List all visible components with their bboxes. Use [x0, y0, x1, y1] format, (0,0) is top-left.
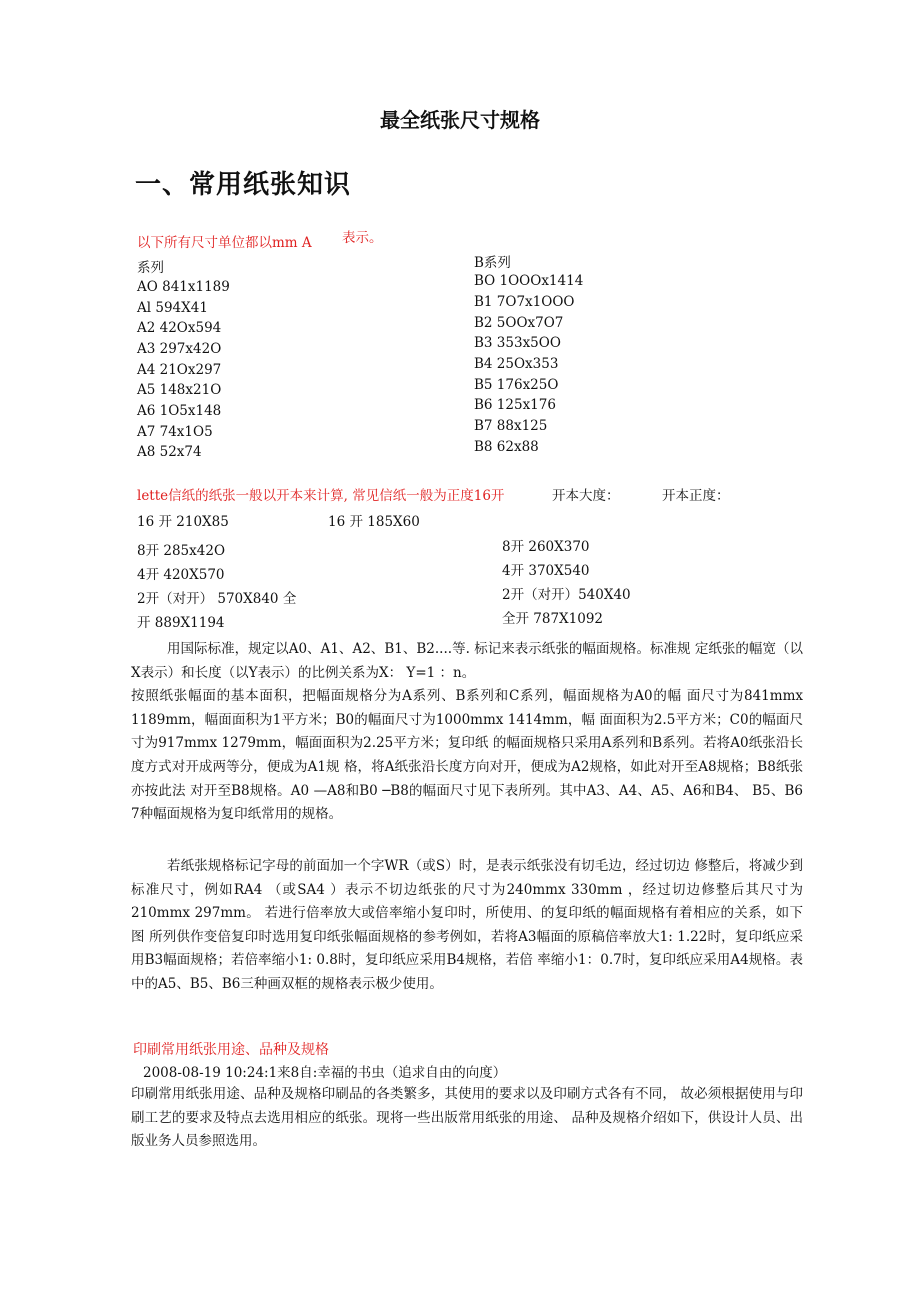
kai-zheng-label: 开本正度： [662, 488, 730, 504]
b-series-label: B系列 [474, 255, 511, 271]
paragraph-series: 按照纸张幅面的基本面积，把幅面规格分为A系列、B系列和C系列，幅面规格为A0的幅 面尺寸为841mmx 1189mm，幅面面积为1平方米；B0的幅面尺寸为1000mmx 1414mm，幅 面面积为2.5平方米；C0的幅面尺寸为917mmx 1279mm，幅面面积为2.25平方米；复印纸 的幅面规格只采用A系列和B系列。若将A0纸张沿长度方式对开成两等分，便成为A1规 格，将A纸张沿长度方向对开，便成为A2规格，如此对开至A8规格；B8纸张亦按此法 对开至B8规格。A0 —A8和B0 ─B8的幅面尺寸见下表所列。其中A3、A4、A5、A6和B4、 B5、B6 7种幅面规格为复印纸常用的规格。 [131, 688, 803, 823]
size-row: 2开（对开）540X40 [502, 587, 631, 603]
list-item: Al 594X41 [137, 300, 208, 316]
list-item: A4 21Ox297 [137, 362, 222, 378]
section-heading: 一、常用纸张知识 [135, 170, 352, 200]
list-item: A5 148x21O [137, 382, 222, 398]
list-item: B7 88x125 [474, 418, 548, 434]
size-row-16-dadu: 16 开 210X85 [137, 514, 229, 530]
paragraph-untrimmed: 若纸张规格标记字母的前面加一个字WR（或S）时，是表示纸张没有切毛边，经过切边 修整后，将减少到标准尺寸，例如RA4 （或SA4 ）表示不切边纸张的尺寸为240mmx 330mm ，经过切边修整后其尺寸为210mmx 297mm。 若进行倍率放大或倍率缩小复印时，所使用、的复印纸的幅面规格有着相应的关系，如下图 所列供作变倍复印时选用复印纸张幅面规格的参考例如，若将A3幅面的原稿倍率放大1: 1.22时，复印纸应采用B3幅面规格；若倍率缩小1: 0.8时，复印纸应采用B4规格，若倍 率缩小1：0.7时，复印纸应采用A4规格。表中的A5、B5、B6三种画双框的规格表示极少使用。 [131, 858, 803, 992]
paragraph-printing-paper: 印刷常用纸张用途、品种及规格印刷品的各类繁多，其使用的要求以及印刷方式各有不同， 故必须根据使用与印刷工艺的要求及特点去选用相应的纸张。现将一些出版常用纸张的用途、 品种及规格介绍如下，供设计人员、出版业务人员参照选用。 [131, 1086, 803, 1150]
list-item: A3 297x42O [137, 341, 222, 357]
kai-da-label: 开本大度： [552, 488, 620, 504]
size-row: 4开 420X570 [137, 567, 225, 583]
list-item: B5 176x25O [474, 377, 559, 393]
size-row: 8开 260X370 [502, 539, 590, 555]
a-series-label: 系列 [137, 260, 164, 276]
list-item: B4 25Ox353 [474, 356, 559, 372]
unit-note-suffix: 表示。 [342, 230, 383, 246]
letter-note: lette信纸的纸张一般以开本来计算, 常见信纸一般为正度16开 [137, 488, 505, 504]
body-text-block-3 [131, 1083, 803, 1154]
size-row: 开 889X1194 [137, 615, 225, 631]
list-item: B1 7O7x1OOO [474, 294, 575, 310]
size-row: 8开 285x42O [137, 543, 226, 559]
list-item: A6 1O5x148 [137, 403, 222, 419]
body-text-block-1 [131, 638, 803, 827]
unit-note: 以下所有尺寸单位都以mm A [137, 235, 312, 251]
body-text-block-2 [131, 855, 803, 997]
size-row: 全开 787X1092 [502, 611, 604, 627]
paragraph-standard: 用国际标准，规定以A0、A1、A2、B1、B2....等. 标记来表示纸张的幅面规格。标准规 定纸张的幅宽（以X表示）和长度（以Y表示）的比例关系为X： Y=1 ：n。 [131, 641, 803, 681]
list-item: B2 5OOx7O7 [474, 315, 564, 331]
size-row: 4开 370X540 [502, 563, 590, 579]
list-item: B6 125x176 [474, 397, 556, 413]
list-item: B8 62x88 [474, 439, 539, 455]
list-item: A8 52x74 [137, 444, 202, 460]
list-item: A7 74x1O5 [137, 424, 213, 440]
document-title: 最全纸张尺寸规格 [380, 108, 540, 132]
size-row: 2开（对开） 570X840 全 [137, 591, 297, 607]
list-item: AO 841x1189 [137, 279, 230, 295]
list-item: B3 353x5OO [474, 335, 561, 351]
list-item: A2 42Ox594 [137, 320, 222, 336]
list-item: BO 1OOOx1414 [474, 273, 584, 289]
meta-line: 2008-08-19 10:24:1来8自:幸福的书虫（追求自由的向度） [143, 1065, 507, 1081]
section2-heading: 印刷常用纸张用途、品种及规格 [133, 1042, 329, 1058]
size-row-16-zhengdu: 16 开 185X60 [328, 514, 420, 530]
